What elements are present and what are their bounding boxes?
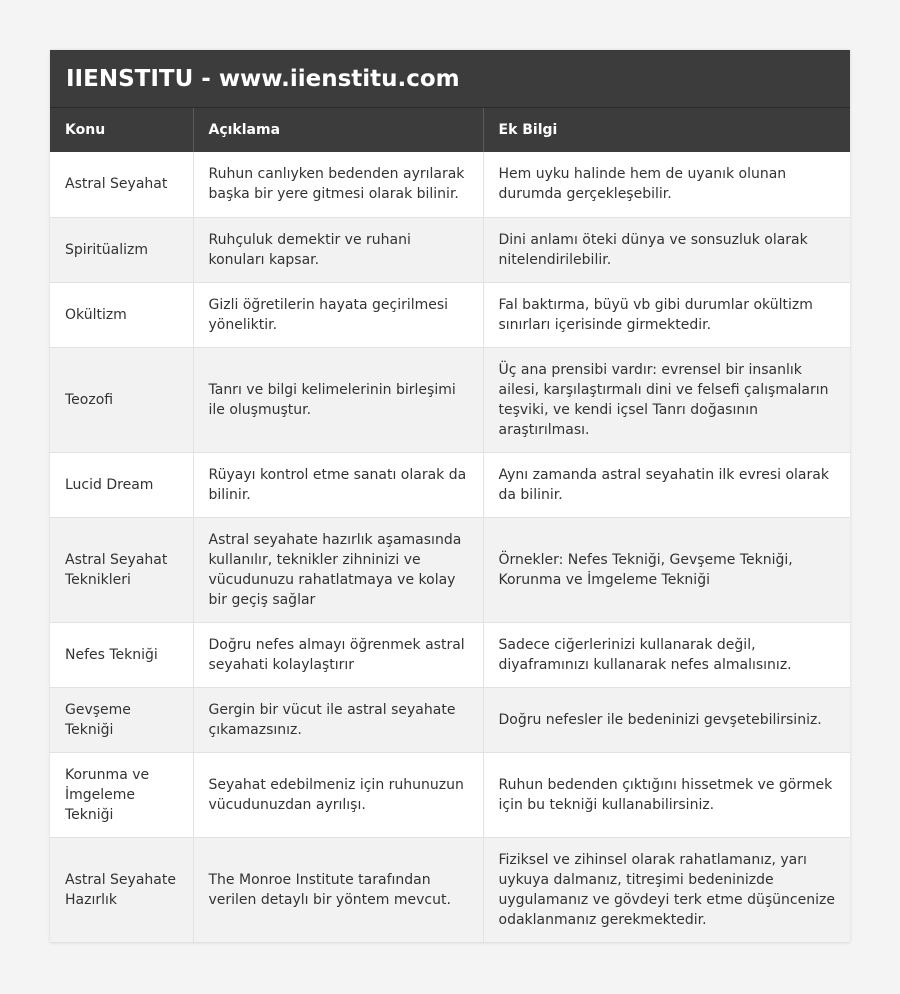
cell-konu: Spiritüalizm	[50, 217, 193, 282]
info-table-card	[50, 50, 850, 943]
cell-konu: Gevşeme Tekniği	[50, 687, 193, 752]
table-row	[50, 622, 850, 687]
table-row	[50, 452, 850, 517]
table-row	[50, 517, 850, 622]
table-row	[50, 687, 850, 752]
cell-konu: Teozofi	[50, 347, 193, 452]
cell-ek-bilgi: Sadece ciğerlerinizi kullanarak değil, diyaframınızı kullanarak nefes almalısınız.	[483, 622, 850, 687]
cell-ek-bilgi: Örnekler: Nefes Tekniği, Gevşeme Tekniği, Korunma ve İmgeleme Tekniği	[483, 517, 850, 622]
table-row	[50, 347, 850, 452]
header-aciklama: Açıklama	[193, 108, 483, 152]
cell-aciklama: Gizli öğretilerin hayata geçirilmesi yöneliktir.	[193, 282, 483, 347]
table-header-row	[50, 108, 850, 152]
table-row	[50, 152, 850, 217]
cell-konu: Korunma ve İmgeleme Tekniği	[50, 752, 193, 837]
cell-aciklama: Gergin bir vücut ile astral seyahate çıkamazsınız.	[193, 687, 483, 752]
cell-aciklama: Tanrı ve bilgi kelimelerinin birleşimi ile oluşmuştur.	[193, 347, 483, 452]
cell-ek-bilgi: Ruhun bedenden çıktığını hissetmek ve görmek için bu tekniği kullanabilirsiniz.	[483, 752, 850, 837]
cell-ek-bilgi: Hem uyku halinde hem de uyanık olunan durumda gerçekleşebilir.	[483, 152, 850, 217]
cell-konu: Astral Seyahat Teknikleri	[50, 517, 193, 622]
cell-ek-bilgi: Aynı zamanda astral seyahatin ilk evresi olarak da bilinir.	[483, 452, 850, 517]
cell-konu: Nefes Tekniği	[50, 622, 193, 687]
info-table	[50, 108, 850, 943]
cell-ek-bilgi: Üç ana prensibi vardır: evrensel bir insanlık ailesi, karşılaştırmalı dini ve felsefi çalışmaların teşviki, ve kendi içsel Tanrı doğasının araştırılması.	[483, 347, 850, 452]
cell-aciklama: Ruhun canlıyken bedenden ayrılarak başka bir yere gitmesi olarak bilinir.	[193, 152, 483, 217]
cell-ek-bilgi: Dini anlamı öteki dünya ve sonsuzluk olarak nitelendirilebilir.	[483, 217, 850, 282]
table-row	[50, 837, 850, 942]
cell-aciklama: Seyahat edebilmeniz için ruhunuzun vücudunuzdan ayrılışı.	[193, 752, 483, 837]
header-konu: Konu	[50, 108, 193, 152]
cell-konu: Astral Seyahat	[50, 152, 193, 217]
cell-konu: Astral Seyahate Hazırlık	[50, 837, 193, 942]
cell-konu: Lucid Dream	[50, 452, 193, 517]
table-row	[50, 217, 850, 282]
cell-aciklama: Doğru nefes almayı öğrenmek astral seyahati kolaylaştırır	[193, 622, 483, 687]
table-row	[50, 282, 850, 347]
header-ek-bilgi: Ek Bilgi	[498, 122, 558, 138]
cell-ek-bilgi: Fiziksel ve zihinsel olarak rahatlamanız, yarı uykuya dalmanız, titreşimi bedeninizde uygulamanız ve gövdeyi terk etme düşüncenize odaklanmanız gerekmektedir.	[483, 837, 850, 942]
table-row	[50, 752, 850, 837]
cell-ek-bilgi: Doğru nefesler ile bedeninizi gevşetebilirsiniz.	[483, 687, 850, 752]
cell-aciklama: Ruhçuluk demektir ve ruhani konuları kapsar.	[193, 217, 483, 282]
cell-aciklama: Rüyayı kontrol etme sanatı olarak da bilinir.	[193, 452, 483, 517]
cell-aciklama: The Monroe Institute tarafından verilen detaylı bir yöntem mevcut.	[193, 837, 483, 942]
cell-aciklama: Astral seyahate hazırlık aşamasında kullanılır, teknikler zihninizi ve vücudunuzu rahatlatmaya ve kolay bir geçiş sağlar	[193, 517, 483, 622]
cell-konu: Okültizm	[50, 282, 193, 347]
cell-ek-bilgi: Fal baktırma, büyü vb gibi durumlar okültizm sınırları içerisinde girmektedir.	[483, 282, 850, 347]
table-title: IIENSTITU - www.iienstitu.com	[50, 50, 850, 108]
